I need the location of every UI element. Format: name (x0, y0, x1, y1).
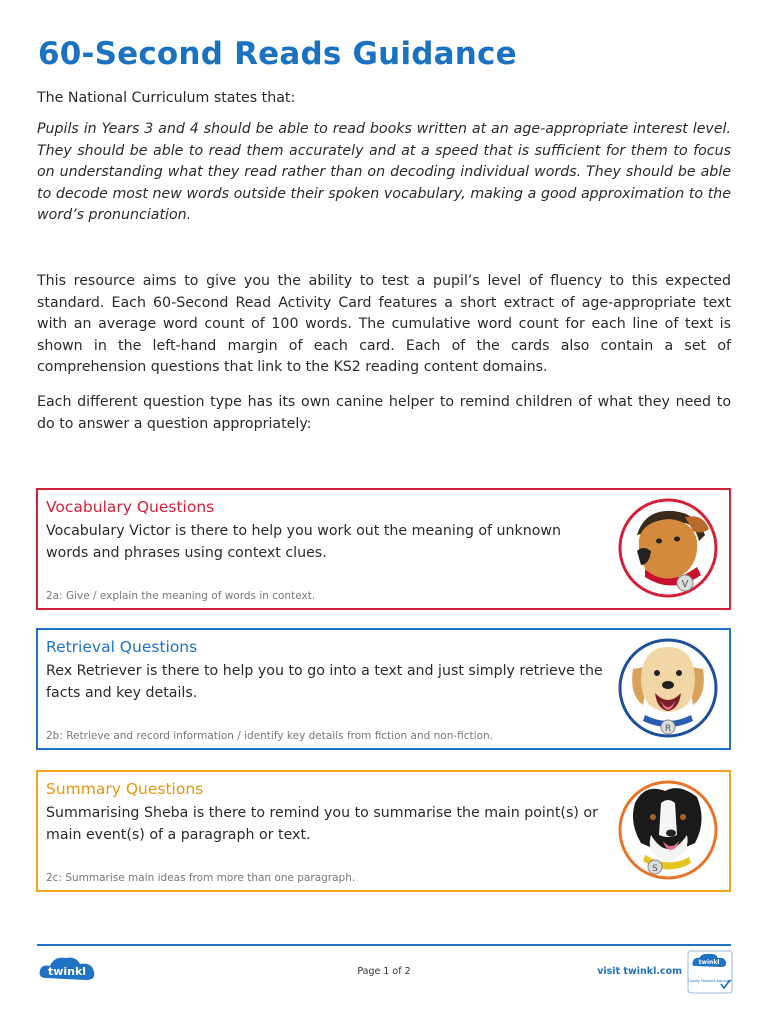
card-text: Rex Retriever is there to help you to go into a text and just simply retrieve the facts and key details. (46, 663, 603, 701)
collie-dog-icon (615, 777, 721, 883)
intro-text: The National Curriculum states that: (37, 90, 296, 106)
summary-questions-card (36, 770, 731, 892)
page-title: 60-Second Reads Guidance (38, 36, 517, 72)
card-heading: Summary Questions (46, 780, 204, 798)
retrieval-questions-card (36, 628, 731, 750)
page-number: Page 1 of 2 (357, 966, 411, 977)
footer-divider (37, 944, 731, 946)
curriculum-quote: Pupils in Years 3 and 4 should be able to read books written at an age-appropriate interest level. They should be able to read them accurately and at a speed that is sufficient for them to focus on understanding what they read rather than on decoding individual words. They should be able to decode most new words outside their spoken vocabulary, making a good approximation to the word’s pronunciation. (37, 121, 731, 224)
content-domain: 2c: Summarise main ideas from more than one paragraph. (46, 872, 356, 884)
logo-text: twinkl (47, 965, 87, 978)
card-text: Vocabulary Victor is there to help you work out the meaning of unknown words and phrases using context clues. (46, 523, 561, 561)
card-text: Summarising Sheba is there to remind you to summarise the main point(s) or main event(s) of a paragraph or text. (46, 805, 598, 843)
resource-description: This resource aims to give you the ability to test a pupil’s level of fluency to this expected standard. Each 60-Second Read Activity Card features a short extract of age-appropriate text with an average word count of 100 words. The cumulative word count for each line of text is shown in the left-hand margin of each card. Each of the cards also contain a set of comprehension questions that link to the KS2 reading content domains. (37, 273, 731, 376)
content-domain: 2a: Give / explain the meaning of words in context. (46, 590, 316, 602)
tag-letter: R (664, 724, 672, 734)
badge-text: twinkl (698, 959, 720, 966)
content-domain: 2b: Retrieve and record information / identify key details from fiction and non-fiction. (46, 730, 494, 742)
golden-retriever-icon (615, 635, 721, 741)
visit-link[interactable]: visit twinkl.com (597, 966, 682, 977)
vocabulary-questions-card (36, 488, 731, 610)
badge-subtext: Quality Standard Approved (688, 979, 732, 983)
quality-badge-icon (687, 950, 733, 994)
tag-letter: V (681, 579, 689, 590)
tag-letter: S (652, 864, 658, 874)
helper-description: Each different question type has its own canine helper to remind children of what they need to do to answer a question appropriately: (37, 394, 731, 432)
card-heading: Vocabulary Questions (46, 498, 215, 516)
card-heading: Retrieval Questions (46, 638, 198, 656)
terrier-dog-icon (615, 495, 721, 601)
